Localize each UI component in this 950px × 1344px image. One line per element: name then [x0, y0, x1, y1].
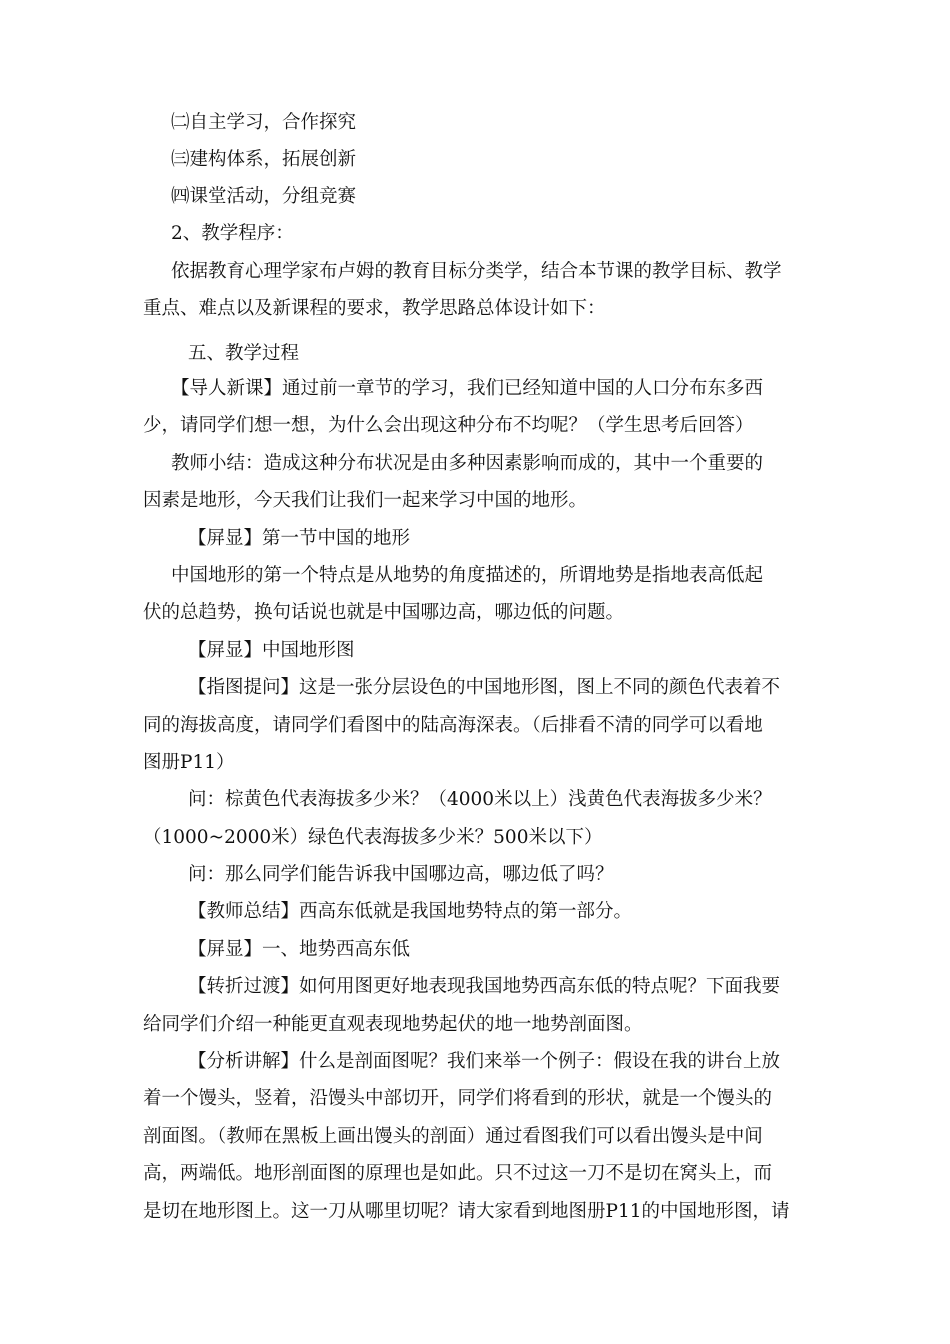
list-item: ㈢建构体系，拓展创新 — [171, 149, 357, 170]
paragraph-line: 【转折过渡】如何用图更好地表现我国地势西高东低的特点呢？下面我要 — [188, 976, 781, 997]
paragraph-line: 【屏显】中国地形图 — [188, 640, 355, 661]
paragraph-line: 给同学们介绍一种能更直观表现地势起伏的地一地势剖面图。 — [143, 1014, 643, 1035]
paragraph-line: 问：棕黄色代表海拔多少米？（4000米以上）浅黄色代表海拔多少米？ — [188, 789, 772, 810]
paragraph-line: 伏的总趋势，换句话说也就是中国哪边高，哪边低的问题。 — [143, 602, 625, 623]
paragraph-line: 是切在地形图上。这一刀从哪里切呢？请大家看到地图册P11的中国地形图，请 — [143, 1201, 790, 1222]
paragraph-line: 【屏显】一、地势西高东低 — [188, 939, 411, 960]
paragraph-line: 因素是地形，今天我们让我们一起来学习中国的地形。 — [143, 490, 588, 511]
paragraph-line: 【分析讲解】什么是剖面图呢？我们来举一个例子：假设在我的讲台上放 — [188, 1051, 781, 1072]
paragraph-line: 中国地形的第一个特点是从地势的角度描述的，所谓地势是指地表高低起 — [171, 565, 764, 586]
paragraph-line: 高，两端低。地形剖面图的原理也是如此。只不过这一刀不是切在窝头上，而 — [143, 1163, 773, 1184]
paragraph-line: 【指图提问】这是一张分层设色的中国地形图，图上不同的颜色代表着不 — [188, 677, 781, 698]
list-item: ㈣课堂活动，分组竞赛 — [171, 186, 357, 207]
paragraph-line: 【屏显】第一节中国的地形 — [188, 528, 411, 549]
paragraph-line: 问：那么同学们能告诉我中国哪边高，哪边低了吗？ — [188, 864, 614, 885]
paragraph-line: 着一个馒头，竖着，沿馒头中部切开，同学们将看到的形状，就是一个馒头的 — [143, 1088, 773, 1109]
paragraph-line: 【教师总结】西高东低就是我国地势特点的第一部分。 — [188, 901, 633, 922]
paragraph-line: 图册P11） — [143, 752, 235, 773]
paragraph-line: 少，请同学们想一想，为什么会出现这种分布不均呢？（学生思考后回答） — [143, 415, 754, 436]
paragraph-line: 教师小结：造成这种分布状况是由多种因素影响而成的，其中一个重要的 — [171, 453, 764, 474]
section-heading: 2、教学程序： — [171, 223, 294, 244]
paragraph-line: 依据教育心理学家布卢姆的教育目标分类学，结合本节课的教学目标、教学 — [171, 261, 782, 282]
paragraph-line: （1000~2000米）绿色代表海拔多少米？500米以下） — [143, 827, 603, 848]
paragraph-line: 同的海拔高度，请同学们看图中的陆高海深表。（后排看不清的同学可以看地 — [143, 715, 763, 736]
section-heading: 五、教学过程 — [188, 343, 300, 364]
list-item: ㈡自主学习，合作探究 — [171, 112, 357, 133]
paragraph-line: 【导人新课】通过前一章节的学习，我们已经知道中国的人口分布东多西 — [171, 378, 764, 399]
paragraph-line: 剖面图。（教师在黑板上画出馒头的剖面）通过看图我们可以看出馒头是中间 — [143, 1126, 763, 1147]
paragraph-line: 重点、难点以及新课程的要求，教学思路总体设计如下： — [143, 298, 606, 319]
